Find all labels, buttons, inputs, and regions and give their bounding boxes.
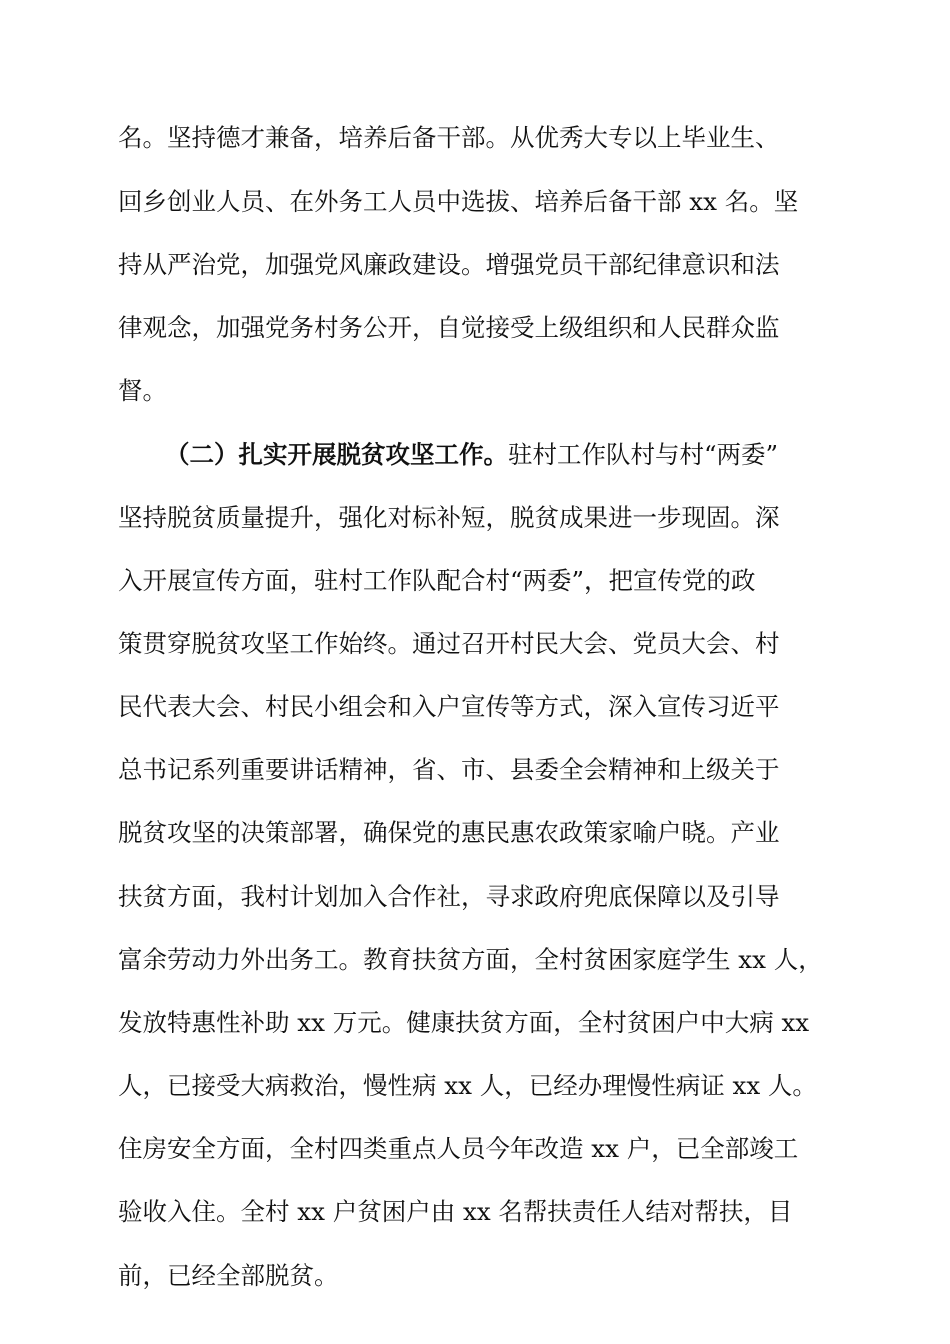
text-line: 验收入住。全村 xx 户贫困户由 xx 名帮扶责任人结对帮扶，目 <box>118 1197 793 1226</box>
section-2-first-line-text: 驻村工作队村与村“两委” <box>508 440 779 469</box>
text-line: 律观念，加强党务村务公开，自觉接受上级组织和人民群众监 <box>118 313 780 342</box>
text-line: 发放特惠性补助 xx 万元。健康扶贫方面，全村贫困户中大病 xx <box>118 1008 810 1037</box>
text-line: 督。 <box>118 376 167 405</box>
text-line: 入开展宣传方面，驻村工作队配合村“两委”，把宣传党的政 <box>118 566 756 595</box>
text-line: 住房安全方面，全村四类重点人员今年改造 xx 户，已全部竣工 <box>118 1134 799 1163</box>
text-line: 名。坚持德才兼备，培养后备干部。从优秀大专以上毕业生、 <box>118 123 780 152</box>
text-line: 持从严治党，加强党风廉政建设。增强党员干部纪律意识和法 <box>118 250 780 279</box>
text-line: 人，已接受大病救治，慢性病 xx 人，已经办理慢性病证 xx 人。 <box>118 1071 817 1100</box>
text-line: 民代表大会、村民小组会和入户宣传等方式，深入宣传习近平 <box>118 692 780 721</box>
text-line: 前，已经全部脱贫。 <box>118 1261 339 1290</box>
text-line: 坚持脱贫质量提升，强化对标补短，脱贫成果进一步现固。深 <box>118 503 780 532</box>
text-line: 回乡创业人员、在外务工人员中选拔、培养后备干部 xx 名。坚 <box>118 187 799 216</box>
section-2-first-line <box>165 435 778 475</box>
text-line: 总书记系列重要讲话精神，省、市、县委全会精神和上级关于 <box>118 755 780 784</box>
text-line: 富余劳动力外出务工。教育扶贫方面，全村贫困家庭学生 xx 人， <box>118 945 823 974</box>
text-line: 策贯穿脱贫攻坚工作始终。通过召开村民大会、党员大会、村 <box>118 629 780 658</box>
section-2-heading: （二）扎实开展脱贫攻坚工作。 <box>165 440 508 469</box>
text-line: 脱贫攻坚的决策部署，确保党的惠民惠农政策家喻户晓。产业 <box>118 818 780 847</box>
text-line: 扶贫方面，我村计划加入合作社，寻求政府兜底保障以及引导 <box>118 882 780 911</box>
